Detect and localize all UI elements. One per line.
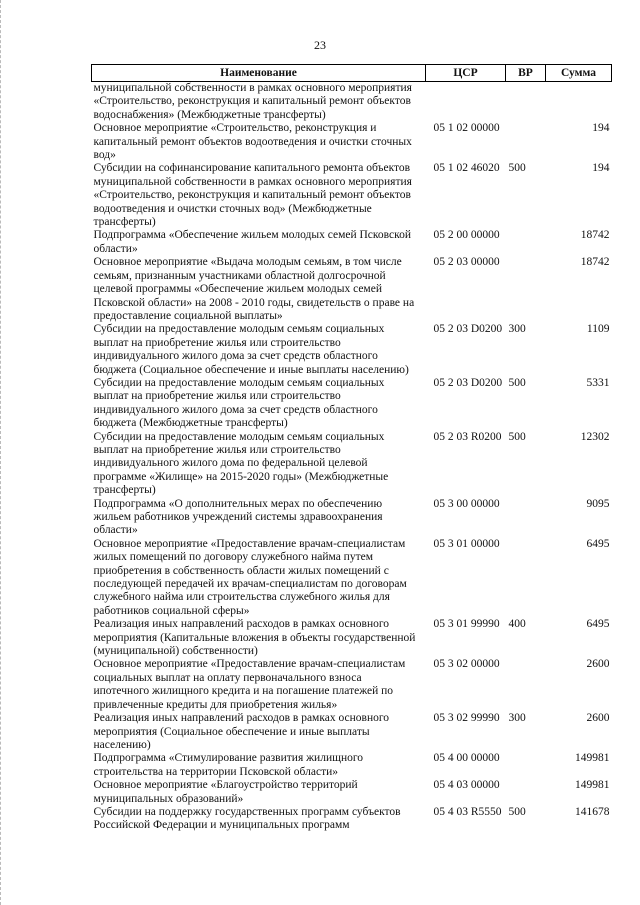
row-csr: 05 3 01 99990 [433,618,500,631]
row-name: Субсидии на предоставление молодым семьям социальных выплат на приобретение жилья или строительство индивидуального жилого дома за счет средств областного бюджета (Межбюджетные трансферты) [93,376,385,430]
row-vr: 500 [508,430,526,443]
row-csr: 05 1 02 00000 [433,122,500,135]
table-row [92,82,612,123]
header-csr: ЦСР [426,65,506,82]
row-sum: 5331 [586,376,610,389]
table-row [92,162,612,229]
row-vr [506,658,546,712]
row-name: Реализация иных направлений расходов в рамках основного мероприятия (Социальное обеспечение и иные выплаты населению) [93,712,390,751]
row-vr: 300 [508,712,526,725]
row-name: Подпрограмма «О дополнительных мерах по обеспечению жильем работников учреждений системы здравоохранения области» [93,497,383,537]
row-name: Подпрограмма «Обеспечение жильем молодых семей Псковской области» [93,229,412,255]
table-row [92,229,612,256]
table-row [92,323,612,377]
row-sum: 2600 [586,712,610,725]
row-sum: 149981 [575,779,610,792]
header-vr: ВР [506,65,546,82]
row-sum: 18742 [580,256,610,269]
row-sum: 9095 [586,497,610,510]
row-sum [546,82,612,123]
row-sum: 149981 [575,752,610,765]
table-row [92,618,612,658]
row-sum: 18742 [580,229,610,242]
table-row [92,752,612,779]
table-body [92,82,612,833]
row-vr [506,82,546,123]
row-vr: 500 [508,805,526,818]
table-row [92,538,612,618]
row-sum: 1109 [586,323,610,336]
row-csr: 05 4 03 R5550 [433,805,502,818]
row-name: Реализация иных направлений расходов в рамках основного мероприятия (Капитальные вложения в объекты государственной (муниципальной) собственности) [93,618,416,658]
row-csr: 05 2 03 00000 [433,256,500,269]
table-header-row [92,65,612,82]
row-csr: 05 3 02 00000 [433,658,500,671]
row-name: Субсидии на предоставление молодым семьям социальных выплат на приобретение жилья или строительство индивидуального жилого дома по федеральной целевой программе «Жилище» на 2015-2020 годы» (Межбюджетные трансферты) [93,430,389,497]
row-csr [426,82,506,123]
row-csr: 05 3 02 99990 [433,712,500,725]
row-name: Субсидии на предоставление молодым семьям социальных выплат на приобретение жилья или строительство индивидуального жилого дома за счет средств областного бюджета (Социальное обеспечение и иные выплаты населению) [93,323,409,376]
page-number: 23 [314,38,326,52]
row-sum: 194 [592,162,610,175]
row-csr: 05 3 00 00000 [433,497,500,510]
table-row [92,256,612,323]
table-row [92,658,612,712]
row-name: Основное мероприятие «Строительство, реконструкция и капитальный ремонт объектов водоотведения и очистки сточных вод» [93,122,412,162]
row-sum: 12302 [580,430,610,443]
header-sum: Сумма [546,65,612,82]
table-row [92,779,612,806]
row-csr: 05 3 01 00000 [433,537,500,550]
row-csr: 05 4 00 00000 [433,752,500,765]
row-vr: 500 [508,162,526,175]
header-name: Наименование [92,65,426,82]
row-sum: 141678 [575,805,610,818]
row-vr [506,779,546,806]
row-vr: 300 [508,323,526,336]
row-name: Основное мероприятие «Благоустройство территорий муниципальных образований» [93,779,358,805]
row-csr: 05 1 02 46020 [433,162,500,175]
row-sum: 6495 [586,537,610,550]
budget-table [91,64,612,833]
page-edge [0,0,4,905]
row-csr: 05 2 03 D0200 [433,323,503,336]
row-name: Основное мероприятие «Предоставление врачам-специалистам социальных выплат на оплату первоначального взноса ипотечного жилищного кредита и на погашение платежей по привлеченные кредиты для приобретения жилья» [93,658,406,711]
row-vr: 400 [508,618,526,631]
row-sum: 6495 [586,618,610,631]
row-vr [506,256,546,323]
table-row [92,712,612,752]
table-row [92,431,612,498]
row-vr [506,752,546,779]
table-row [92,377,612,431]
table-row [92,498,612,538]
row-sum: 194 [592,122,610,135]
row-name: Основное мероприятие «Предоставление врачам-специалистам жилых помещений по договору служебного найма путем приобретения в собственность области жилых помещений с последующей передачей их врачам-специалистам по договорам служебного найма или строительства служебного жилья для работников социальной сферы» [93,537,407,617]
row-vr [506,122,546,162]
row-vr: 500 [508,376,526,389]
row-vr [506,498,546,538]
row-sum: 2600 [586,658,610,671]
row-name: Основное мероприятие «Выдача молодым семьям, в том числе семьям, признанным участниками областной долгосрочной целевой программы «Обеспечение жильем молодых семей Псковской области» на 2008 - 2010 годы, свидетельств о праве на предоставление социальной выплаты» [93,256,415,322]
table-row [92,806,612,833]
row-name: муниципальной собственности в рамках основного мероприятия «Строительство, реконструкция и капитальный ремонт объектов водоснабжения» (Межбюджетные трансферты) [93,82,412,121]
row-vr [506,538,546,618]
row-csr: 05 4 03 00000 [433,779,500,792]
row-name: Подпрограмма «Стимулирование развития жилищного строительства на территории Псковской области» [93,752,364,778]
row-csr: 05 2 00 00000 [433,229,500,242]
table-row [92,122,612,162]
row-vr [506,229,546,256]
row-csr: 05 2 03 R0200 [433,430,502,443]
row-csr: 05 2 03 D0200 [433,376,503,389]
row-name: Субсидии на поддержку государственных программ субъектов Российской Федерации и муниципальных программ [93,805,401,832]
row-name: Субсидии на софинансирование капитального ремонта объектов муниципальной собственности в рамках основного мероприятия «Строительство, реконструкция и капитальный ремонт объектов водоотведения и очистки сточных вод» (Межбюджетные трансферты) [93,162,412,229]
